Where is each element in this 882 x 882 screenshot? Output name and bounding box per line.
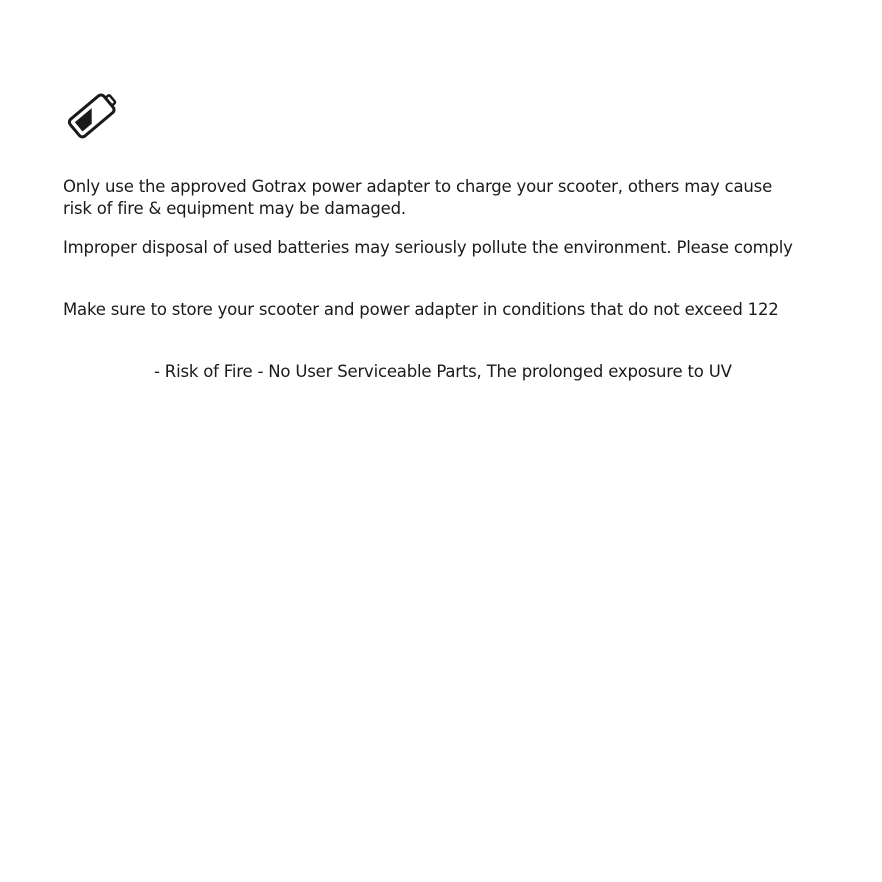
charger-warning-line1: Only use the approved Gotrax power adapter to charge your scooter, others may cause bbox=[63, 177, 773, 196]
storage-warning: Make sure to store your scooter and power adapter in conditions that do not exceed 122 bbox=[63, 300, 779, 319]
disposal-warning: Improper disposal of used batteries may seriously pollute the environment. Please comply bbox=[63, 238, 793, 257]
fire-risk-warning: - Risk of Fire - No User Serviceable Parts, The prolonged exposure to UV bbox=[154, 362, 732, 381]
battery-low-icon bbox=[62, 84, 126, 144]
charger-warning bbox=[63, 176, 772, 220]
charger-warning-line2: risk of fire & equipment may be damaged. bbox=[63, 199, 406, 218]
